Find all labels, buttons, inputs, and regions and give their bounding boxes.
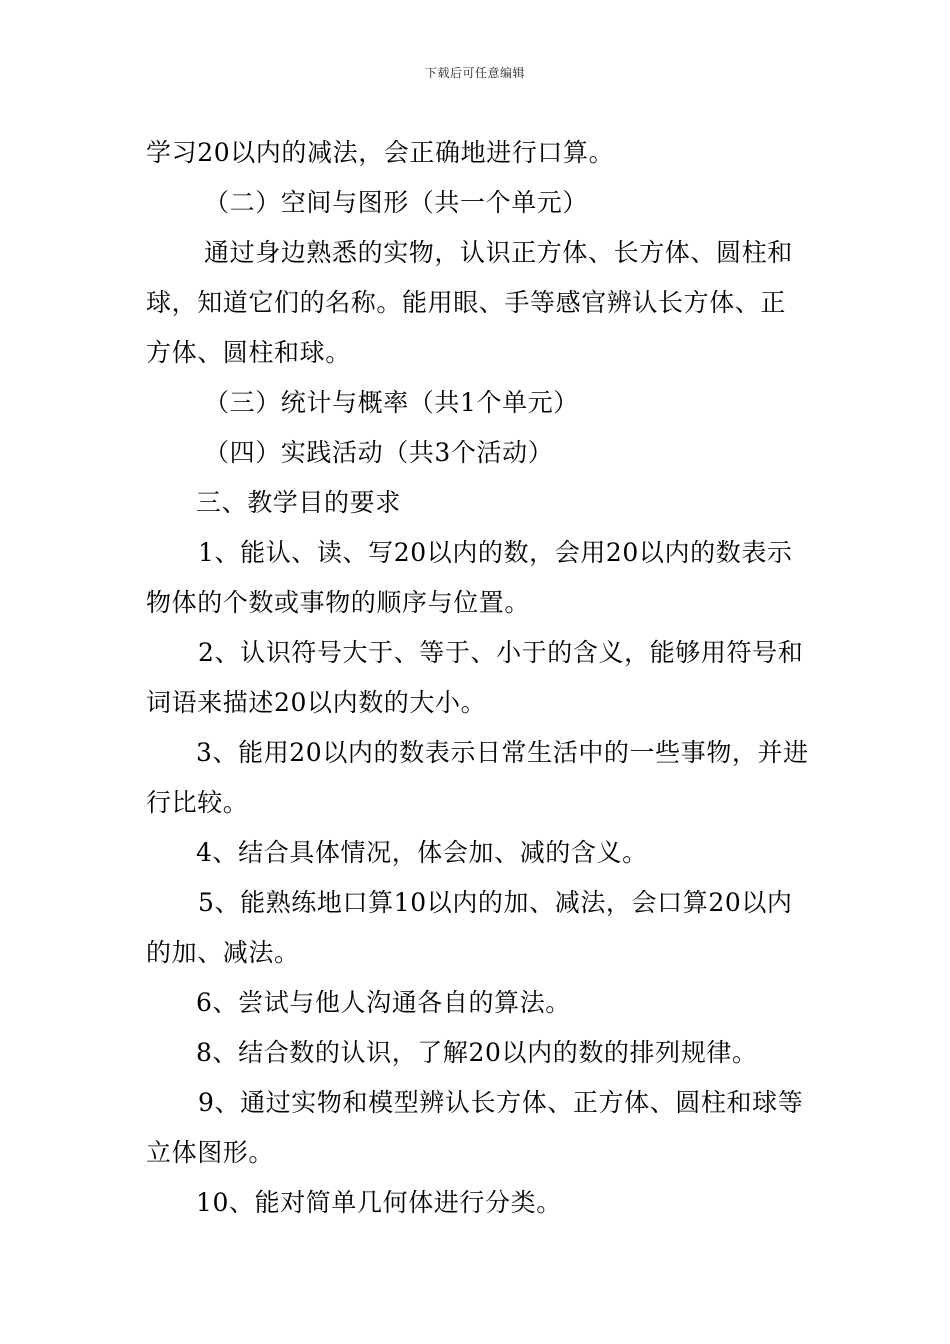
list-item-continuation: 立体图形。 xyxy=(146,1138,275,1167)
list-item-continuation: 的加、减法。 xyxy=(146,938,300,967)
list-item: 3、能用20以内的数表示日常生活中的一些事物，并进 xyxy=(196,738,809,767)
section-heading: （三）统计与概率（共1个单元） xyxy=(204,388,579,417)
list-item: 8、结合数的认识，了解20以内的数的排列规律。 xyxy=(196,1038,758,1067)
body-line: 通过身边熟悉的实物，认识正方体、长方体、圆柱和 xyxy=(204,238,793,267)
section-heading: （二）空间与图形（共一个单元） xyxy=(204,188,589,217)
list-item: 5、能熟练地口算10以内的加、减法，会口算20以内 xyxy=(198,888,793,917)
list-item-continuation: 行比较。 xyxy=(146,788,249,817)
body-line: 学习20以内的减法，会正确地进行口算。 xyxy=(146,138,615,167)
body-line: 球，知道它们的名称。能用眼、手等感官辨认长方体、正 xyxy=(146,288,787,317)
body-line: 方体、圆柱和球。 xyxy=(146,338,351,367)
list-item: 6、尝试与他人沟通各自的算法。 xyxy=(196,988,571,1017)
page-header: 下载后可任意编辑 xyxy=(424,66,525,80)
section-heading: 三、教学目的要求 xyxy=(196,488,401,517)
section-heading: （四）实践活动（共3个活动） xyxy=(204,438,554,467)
list-item: 9、通过实物和模型辨认长方体、正方体、圆柱和球等 xyxy=(198,1088,804,1117)
list-item: 4、结合具体情况，体会加、减的含义。 xyxy=(196,838,648,867)
list-item-continuation: 词语来描述20以内数的大小。 xyxy=(146,688,487,717)
document-body xyxy=(146,128,811,1228)
list-item-continuation: 物体的个数或事物的顺序与位置。 xyxy=(146,588,531,617)
list-item: 10、能对简单几何体进行分类。 xyxy=(196,1188,562,1217)
list-item: 1、能认、读、写20以内的数，会用20以内的数表示 xyxy=(198,538,793,567)
list-item: 2、认识符号大于、等于、小于的含义，能够用符号和 xyxy=(198,638,804,667)
